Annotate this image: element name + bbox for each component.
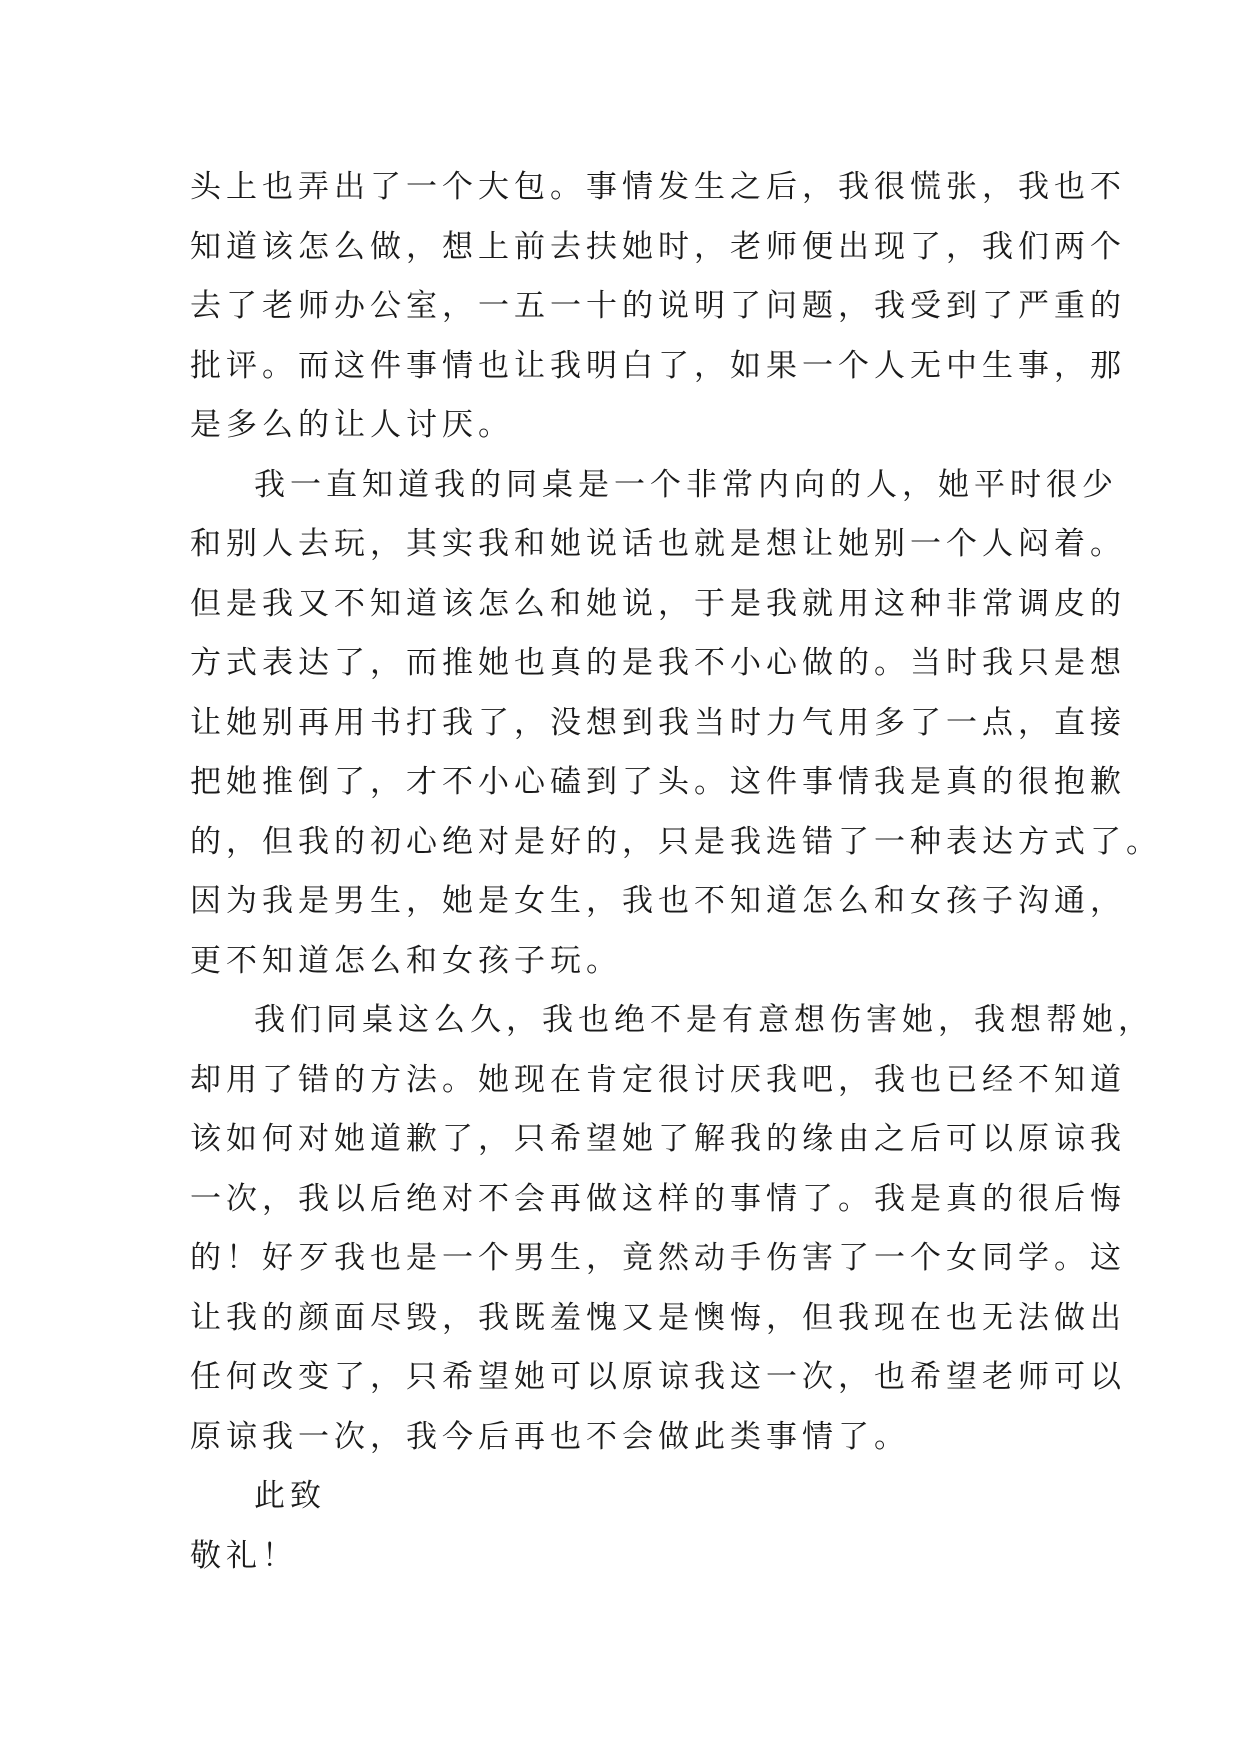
letter-body xyxy=(190,158,1162,1586)
text-line: 的！好歹我也是一个男生，竟然动手伤害了一个女同学。这 xyxy=(190,1240,1126,1276)
text-line: 把她推倒了，才不小心磕到了头。这件事情我是真的很抱歉 xyxy=(190,764,1126,800)
text-line: 因为我是男生，她是女生，我也不知道怎么和女孩子沟通， xyxy=(190,883,1126,919)
closing-respect: 敬礼！ xyxy=(190,1537,298,1574)
text-line: 原谅我一次，我今后再也不会做此类事情了。 xyxy=(190,1418,910,1455)
text-line: 但是我又不知道该怎么和她说，于是我就用这种非常调皮的 xyxy=(190,585,1126,622)
text-line: 任何改变了，只希望她可以原谅我这一次，也希望老师可以 xyxy=(190,1359,1126,1395)
text-line: 一次，我以后绝对不会再做这样的事情了。我是真的很后悔 xyxy=(190,1180,1126,1217)
text-line: 头上也弄出了一个大包。事情发生之后，我很慌张，我也不 xyxy=(190,169,1126,205)
text-line: 知道该怎么做，想上前去扶她时，老师便出现了，我们两个 xyxy=(190,228,1126,265)
text-line: 该如何对她道歉了，只希望她了解我的缘由之后可以原谅我 xyxy=(190,1121,1126,1157)
text-line: 的，但我的初心绝对是好的，只是我选错了一种表达方式了。 xyxy=(190,823,1162,860)
text-line: 更不知道怎么和女孩子玩。 xyxy=(190,942,622,979)
paragraph-start-line: 我一直知道我的同桌是一个非常内向的人，她平时很少 xyxy=(254,466,1118,503)
text-line: 方式表达了，而推她也真的是我不小心做的。当时我只是想 xyxy=(190,645,1126,681)
paragraph-start-line: 我们同桌这么久，我也绝不是有意想伤害她，我想帮她， xyxy=(254,1002,1154,1038)
text-line: 却用了错的方法。她现在肯定很讨厌我吧，我也已经不知道 xyxy=(190,1061,1126,1098)
text-line: 让我的颜面尽毁，我既羞愧又是懊悔，但我现在也无法做出 xyxy=(190,1299,1126,1336)
text-line: 去了老师办公室，一五一十的说明了问题，我受到了严重的 xyxy=(190,288,1126,324)
text-line: 是多么的让人讨厌。 xyxy=(190,407,514,443)
closing-salutation: 此致 xyxy=(254,1478,326,1514)
text-line: 和别人去玩，其实我和她说话也就是想让她别一个人闷着。 xyxy=(190,526,1126,562)
text-line: 让她别再用书打我了，没想到我当时力气用多了一点，直接 xyxy=(190,704,1126,741)
text-line: 批评。而这件事情也让我明白了，如果一个人无中生事，那 xyxy=(190,347,1126,384)
